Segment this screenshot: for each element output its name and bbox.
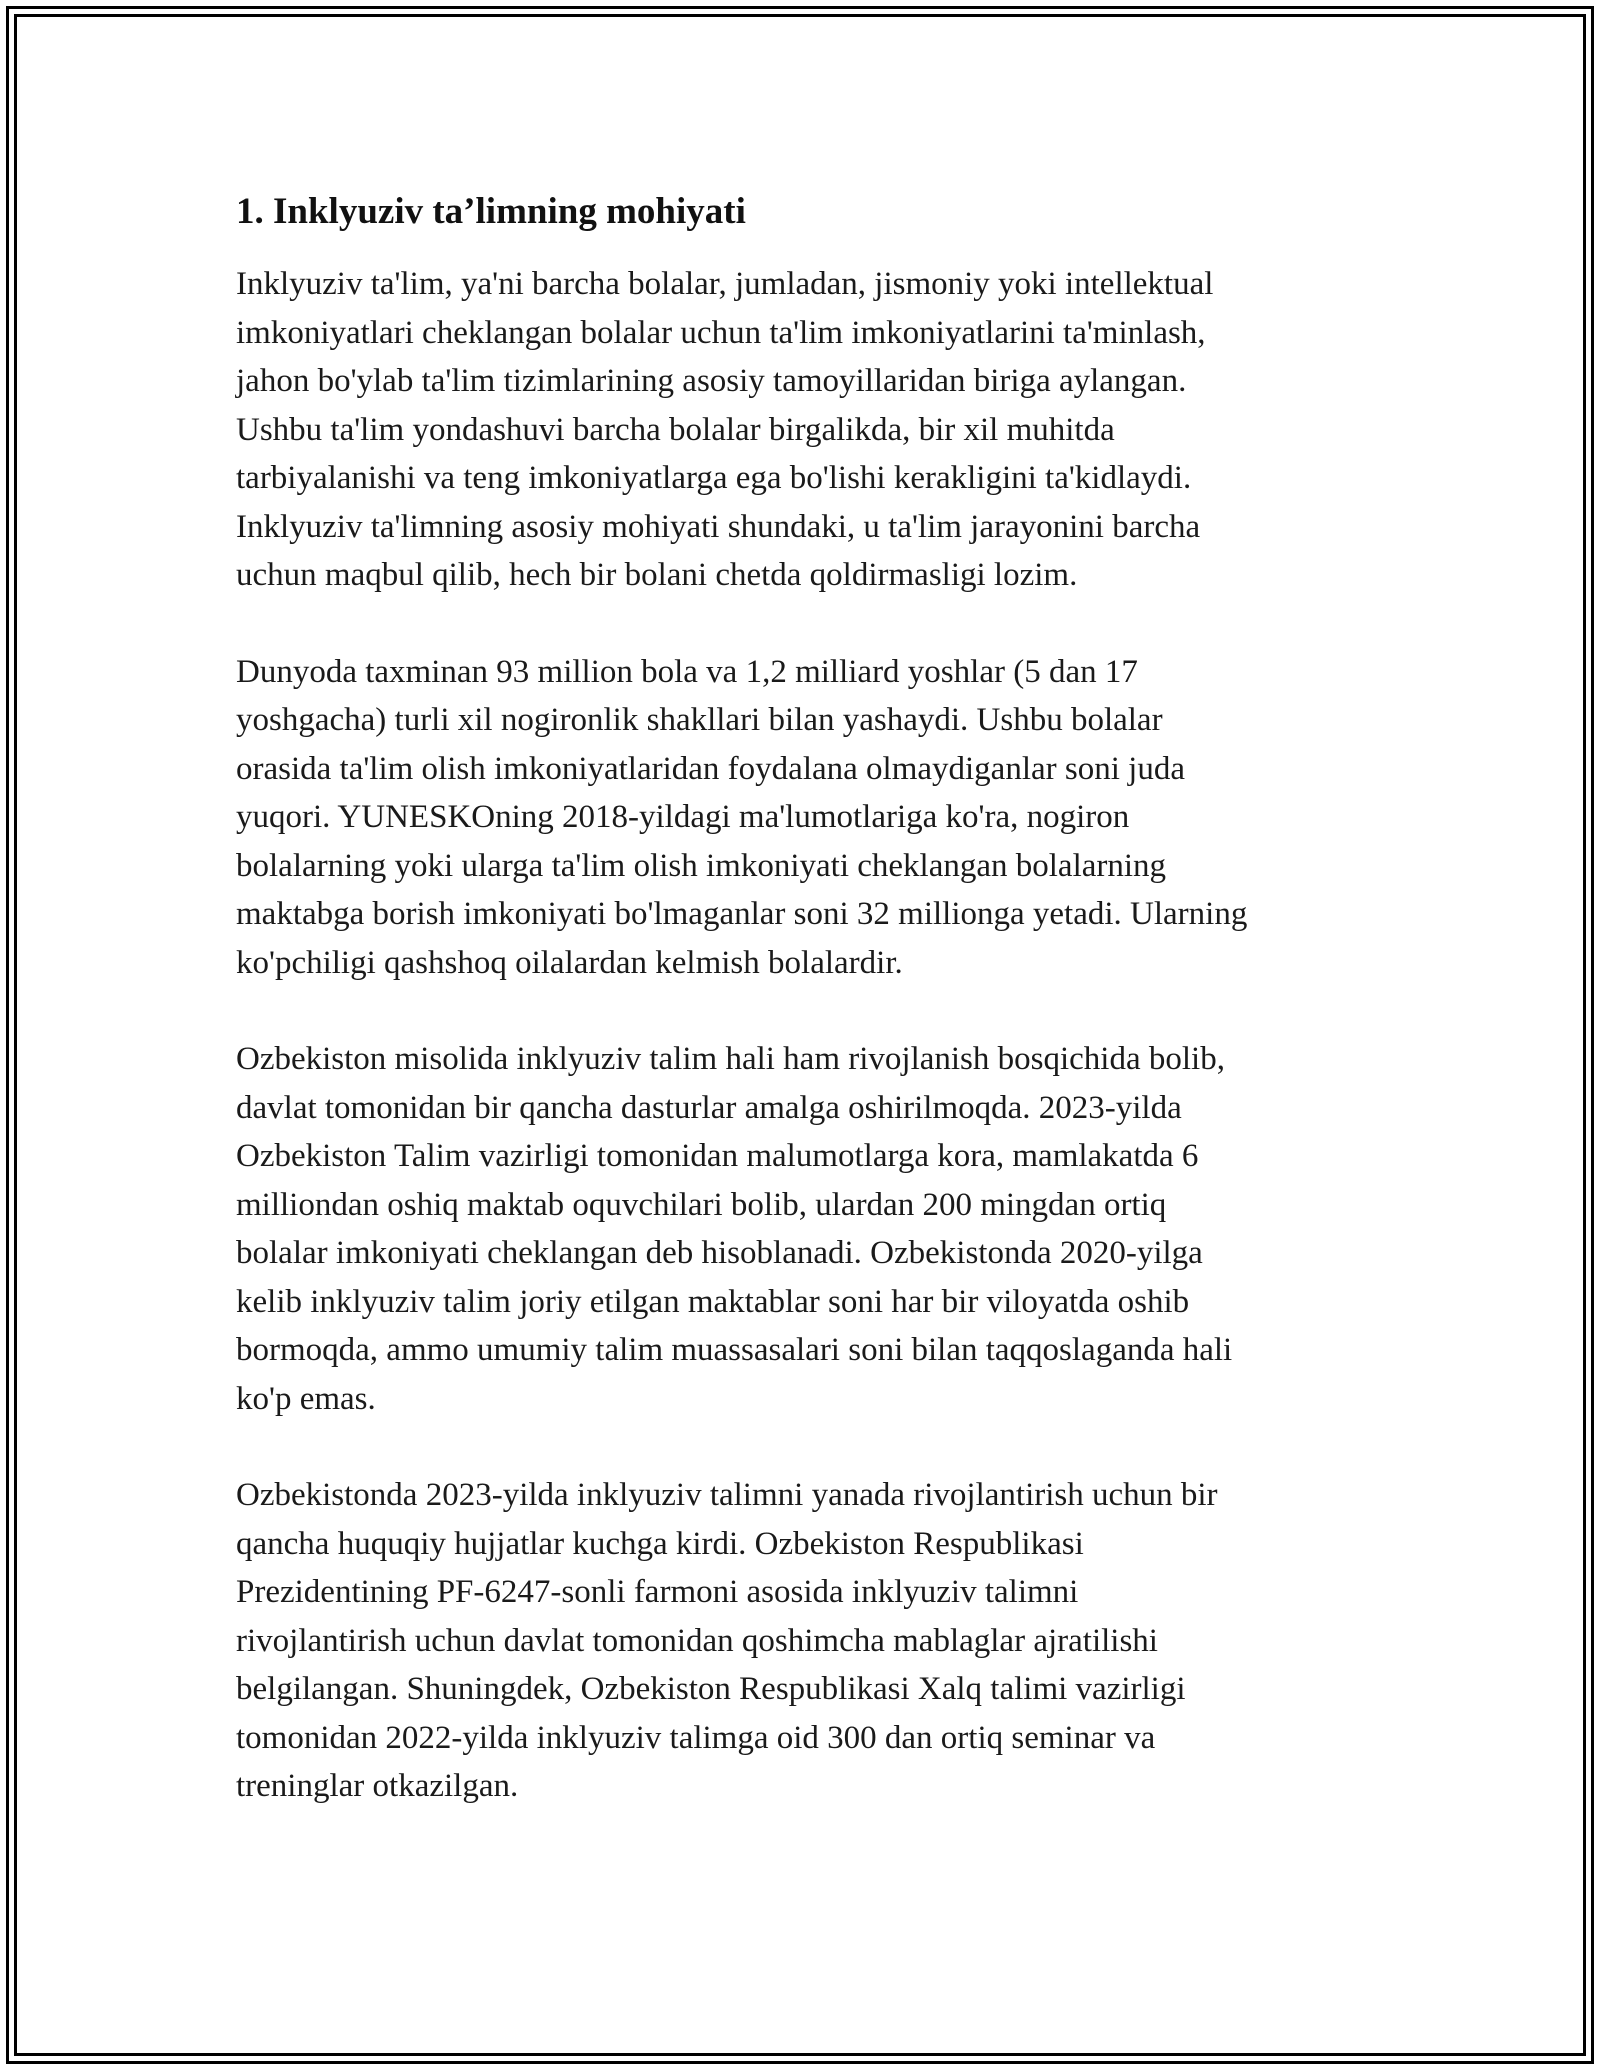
paragraph-uzbekistan-status xyxy=(236,1035,1366,1423)
text-line: Ozbekiston Talim vazirligi tomonidan malumotlarga kora, mamlakatda 6 xyxy=(236,1138,1199,1174)
text-line: treninglar otkazilgan. xyxy=(236,1768,519,1804)
text-line: rivojlantirish uchun davlat tomonidan qoshimcha mablaglar ajratilishi xyxy=(236,1622,1158,1659)
section-heading: 1. Inklyuziv ta’limning mohiyati xyxy=(236,191,746,232)
text-line: jahon bo'ylab ta'lim tizimlarining asosiy tamoyillaridan biriga aylangan. xyxy=(236,363,1187,399)
text-line: Inklyuziv ta'lim, ya'ni barcha bolalar, jumladan, jismoniy yoki intellektual xyxy=(236,266,1214,302)
text-line: orasida ta'lim olish imkoniyatlaridan foydalana olmaydiganlar soni juda xyxy=(236,750,1185,787)
text-line: davlat tomonidan bir qancha dasturlar amalga oshirilmoqda. 2023-yilda xyxy=(236,1089,1182,1126)
text-line: uchun maqbul qilib, hech bir bolani chetda qoldirmasligi lozim. xyxy=(236,557,1078,593)
text-line: Ushbu ta'lim yondashuvi barcha bolalar birgalikda, bir xil muhitda xyxy=(236,411,1115,448)
text-line: milliondan oshiq maktab oquvchilari bolib, ulardan 200 mingdan ortiq xyxy=(236,1186,1167,1223)
text-line: maktabga borish imkoniyati bo'lmaganlar soni 32 millionga yetadi. Ularning xyxy=(236,896,1248,932)
text-line: bolalar imkoniyati cheklangan deb hisoblanadi. Ozbekistonda 2020-yilga xyxy=(236,1235,1203,1271)
text-line: Inklyuziv ta'limning asosiy mohiyati shundaki, u ta'lim jarayonini barcha xyxy=(236,508,1201,545)
text-line: yoshgacha) turli xil nogironlik shakllari bilan yashaydi. Ushbu bolalar xyxy=(236,702,1163,738)
text-line: ko'pchiligi qashshoq oilalardan kelmish bolalardir. xyxy=(236,944,903,981)
text-line: Dunyoda taxminan 93 million bola va 1,2 milliard yoshlar (5 dan 17 xyxy=(236,653,1138,690)
paragraph-legal-documents xyxy=(236,1471,1366,1811)
text-line: tomonidan 2022-yilda inklyuziv talimga oid 300 dan ortiq seminar va xyxy=(236,1719,1156,1756)
text-line: bolalarning yoki ularga ta'lim olish imkoniyati cheklangan bolalarning xyxy=(236,847,1167,884)
text-line: qancha huquqiy hujjatlar kuchga kirdi. Ozbekiston Respublikasi xyxy=(236,1525,1084,1562)
text-line: belgilangan. Shuningdek, Ozbekiston Respublikasi Xalq talimi vazirligi xyxy=(236,1671,1186,1707)
paragraph-inclusive-definition xyxy=(236,260,1366,600)
text-line: tarbiyalanishi va teng imkoniyatlarga ega bo'lishi kerakligini ta'kidlaydi. xyxy=(236,460,1192,496)
text-line: kelib inklyuziv talim joriy etilgan maktablar soni har bir viloyatda oshib xyxy=(236,1283,1190,1320)
text-line: yuqori. YUNESKOning 2018-yildagi ma'lumotlariga ko'ra, nogiron xyxy=(236,799,1130,835)
text-line: Prezidentining PF-6247-sonli farmoni asosida inklyuziv talimni xyxy=(236,1574,1079,1610)
document-body xyxy=(236,186,1366,1811)
text-line: bormoqda, ammo umumiy talim muassasalari soni bilan taqqoslaganda hali xyxy=(236,1332,1233,1368)
paragraph-world-statistics xyxy=(236,648,1366,988)
text-line: Ozbekistonda 2023-yilda inklyuziv talimni yanada rivojlantirish uchun bir xyxy=(236,1477,1218,1513)
text-line: ko'p emas. xyxy=(236,1380,376,1417)
text-line: Ozbekiston misolida inklyuziv talim hali ham rivojlanish bosqichida bolib, xyxy=(236,1041,1225,1077)
text-line: imkoniyatlari cheklangan bolalar uchun ta'lim imkoniyatlarini ta'minlash, xyxy=(236,314,1206,351)
